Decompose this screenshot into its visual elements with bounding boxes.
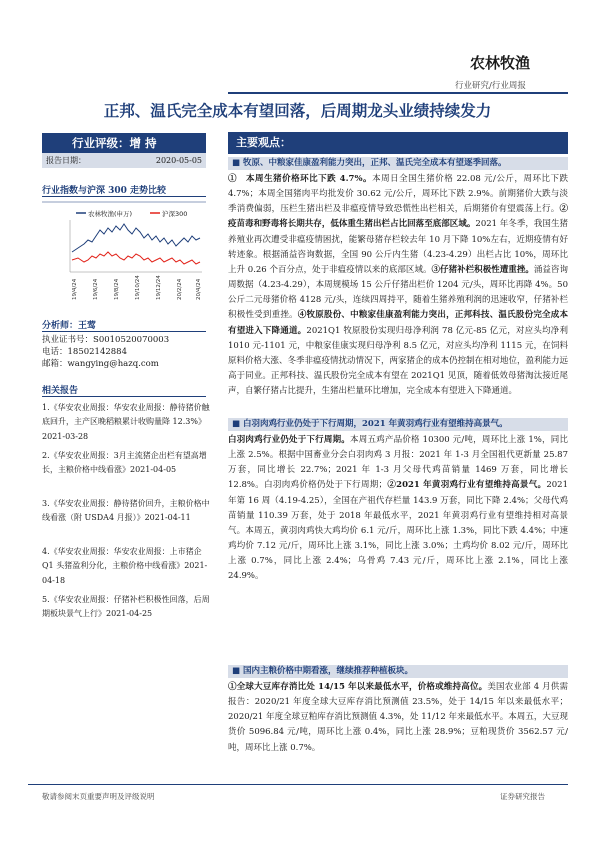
legend-label-a: 农林牧渔(申万)	[88, 210, 133, 218]
x-tick-label: 19/4/24	[72, 278, 78, 300]
report-title: 正邦、温氏完全成本有望回落，后周期龙头业绩持续发力	[103, 101, 492, 120]
report-date-label: 报告日期：	[46, 156, 86, 165]
section-divider	[42, 196, 206, 197]
analyst-email: 邮箱：wangying@hazq.com	[42, 359, 159, 369]
report-type: 行业研究/行业周报	[455, 81, 526, 91]
section-divider	[42, 396, 206, 397]
text-run: 美国农业部 4 月供需报告：2020/21 年度全球大豆库存消比预测值 23.5%，处于 14/15 年以来最低水平；2020/21 年度全球豆粕库存消比预测值 4.3%，处 11/12 年来最低水平。本周五，大豆现货价 5096.84 元/吨，周环比上涨 0.4%，同比上涨 28.9%；豆粕现货价 3562.57 元/吨，周环比上涨 0.7%。	[228, 682, 568, 753]
report-date	[42, 153, 206, 168]
key-points-heading: 主要观点：	[228, 132, 568, 154]
x-tick-label: 19/8/24	[114, 278, 120, 300]
bold-text-run: 白羽肉鸡行业仍处于下行周期。	[228, 435, 351, 445]
x-tick-label: 19/10/24	[135, 275, 141, 300]
footer-label: 证券研究报告	[500, 792, 545, 801]
x-tick-label: 19/12/24	[156, 275, 162, 300]
bold-text-run: ③仔猪补栏积极性遭重挫。	[431, 264, 534, 275]
text-run: 2021 年第 16 周（4.19-4.25），全国在产祖代存栏量 143.9 万套，同比下降 2.4%；父母代鸡苗销量 110.39 万套，处于 2018 年最低水平，2021 年黄羽鸡行业有望维持相对高景气。本周五，黄羽肉鸡快大鸡均价 6.1 元/斤，周环比上涨 1.3%，同比下跌 4.4%；中速鸡均价 7.12 元/斤，周环比上涨 3.1%，同比上涨 3.0%；土鸡均价 8.02 元/斤，周环比上涨 0.7%，同比上涨 2.4%；乌骨鸡 7.43 元/斤，周环比上涨 2.1%，同比上涨 24.9%。	[228, 480, 568, 582]
section-divider	[42, 331, 206, 332]
bold-text-run: ②疫苗毒和野毒将长期共存，低体重生猪出栏占比回落至底部区域。	[228, 204, 568, 230]
paragraph-hogs	[228, 172, 568, 399]
series-line-a	[72, 224, 200, 252]
footer-disclaimer: 敬请参阅末页重要声明及评级说明	[42, 792, 155, 801]
text-run: 2021Q1 牧原股份实现归母净利润 78 亿元-85 亿元，对应头均净利 1010 元-1101 元，中粮家佳康实现归母净利 8.5 亿元，对应头均净利 1115 元，在饲料原料价格大涨、冬季非瘟疫情扰动情况下，两家猪企的成本仍控制在相对地位，盈利能力远高于同业。正邦科技、温氏股份完全成本有望在 2021Q1 见顶，随着低效母猪淘汰接近尾声，自繁仔猪占比提升，生猪出栏量环比增加，完全成本有望进入下降通道。	[228, 325, 569, 397]
section-heading-grain: ■ 国内主粮价格中期看涨，继续推荐种植板块。	[228, 665, 568, 678]
x-tick-label: 20/4/24	[196, 278, 202, 300]
section-heading-poultry: ■ 白羽肉鸡行业仍处于下行周期，2021 年黄羽鸡行业有望维持高景气。	[228, 418, 568, 431]
related-report-item: 4.《华安农业周报：华安农业周报：上市猪企 Q1 头猪盈利分化，主粮价格中线看涨》2021-04-18	[42, 547, 208, 585]
text-run: 本周日全国生猪价格 22.08 元/公斤，周环比下跌 4.7%；本周全国猪肉平均批发价 30.62 元/公斤，周环比下跌 2.9%。前期猪价大跌与淡季消费偏弱，压栏生猪出栏及非瘟疫情导致恐慌性出栏相关，后期猪价有望震荡上行。	[228, 174, 569, 215]
x-tick-label: 20/2/24	[177, 278, 183, 300]
bold-text-run: ①全球大豆库存消比处 14/15 年以来最低水平，价格或维持高位。	[228, 682, 488, 692]
license-number: 执业证书号：S0010520070003	[42, 335, 170, 345]
analyst-name: 分析师：王莺	[42, 321, 97, 331]
related-report-item: 2.《华安农业周报：3月主流猪企出栏有望高增长，主粮价格中线看涨》2021-04-05	[42, 451, 207, 475]
text-run: 本周五鸡产品价格 10300 元/吨，周环比上涨 1%，同比上涨 2.5%。根据中国畜业分会白羽肉鸡 3 月报：2021 年 1-3 月全国祖代更新量 25.87 万套，同比增长 22.7%；2021 年 1-3 月父母代鸡苗销量 1469 万套，同比增长 12.8%。白羽肉鸡价格仍处于下行周期；	[228, 435, 568, 491]
report-date-value: 2020-05-05	[155, 156, 202, 165]
series-line-b	[72, 252, 200, 264]
text-run: 涌益咨询周数据（4.23-4.29），本周规模场 15 公斤仔猪出栏价 1204 元/头，周环比再降 4%。50 公斤二元母猪价格 4128 元/头，连续四周持平，随着生猪养殖利润的迅速收窄，仔猪补栏积极性受到重挫。	[228, 264, 568, 321]
index-chart	[42, 200, 206, 308]
related-reports-title: 相关报告	[42, 386, 79, 396]
related-report-item: 5.《华安农业周报：仔猪补栏积极性回落，后周期板块景气上行》2021-04-25	[42, 595, 210, 619]
x-tick-label: 19/6/24	[93, 278, 99, 300]
paragraph-grain	[228, 680, 568, 756]
industry-rating: 行业评级：增 持	[42, 133, 206, 153]
bold-text-run: ① 本周生猪价格环比下跌 4.7%。	[228, 174, 373, 184]
header-divider	[228, 92, 568, 94]
text-run: 2021 年冬季，我国生猪养殖业再次遭受非瘟疫情困扰，能繁母猪存栏较去年 10 月下降 10%左右，近期疫情有好转迹象。根据涌益咨询数据，全国 90 公斤内生猪（4.23-4.29）出栏占比 10%，周环比上升 0.26 个百分点，处于非瘟疫情以来的底部区域。	[228, 219, 568, 275]
sector-title: 农林牧渔	[470, 54, 531, 72]
bold-text-run: ②2021 年黄羽鸡行业有望维持高景气。	[387, 480, 547, 491]
paragraph-poultry	[228, 433, 568, 585]
chart-section-title: 行业指数与沪深 300 走势比较	[42, 186, 167, 196]
related-report-item: 1.《华安农业周报：华安农业周报：静待猪价触底回升，主产区晚稻粮累计收购量降 12.3%》2021-03-28	[42, 403, 210, 441]
bold-text-run: ④牧原股份、中粮家佳康盈利能力突出，正邦科技、温氏股份完全成本有望进入下降通道。	[228, 310, 568, 336]
footer-divider	[28, 784, 568, 785]
section-heading-hogs: ■ 牧原、中粮家佳康盈利能力突出，正邦、温氏完全成本有望逐季回落。	[228, 157, 568, 170]
analyst-phone: 电话：18502142884	[42, 347, 127, 357]
legend-label-b: 沪深300	[162, 210, 188, 218]
related-report-item: 3.《华安农业周报：静待猪价回升，主粮价格中线看涨（附 USDA4 月报）》2021-04-11	[42, 499, 210, 523]
